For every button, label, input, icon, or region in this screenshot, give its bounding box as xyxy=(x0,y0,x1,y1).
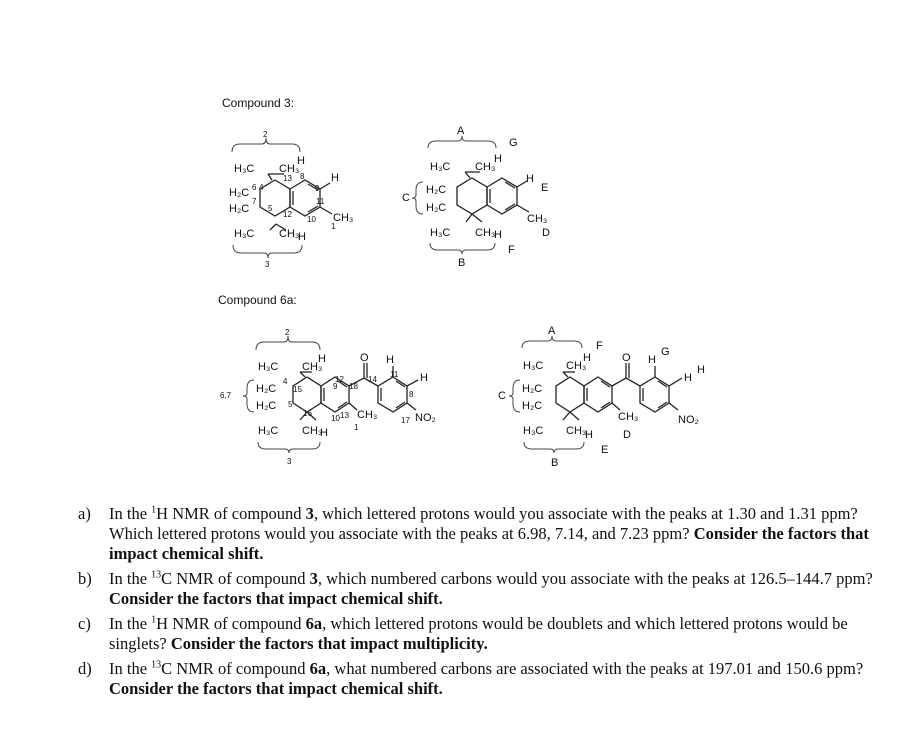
methylene-upper: H₂C xyxy=(229,187,250,199)
compound-6a-title: Compound 6a: xyxy=(218,293,297,307)
nitro-group: NO₂ xyxy=(415,412,436,424)
question-segment: Consider the factors that impact chemical shift. xyxy=(109,524,869,563)
question-segment: , which numbered carbons would you associate with the peaks at 126.5–144.7 ppm? xyxy=(317,569,873,588)
aryl-proton-h-right: H xyxy=(684,372,692,384)
question-segment: 13 xyxy=(151,569,162,581)
label-c8: 8 xyxy=(409,390,414,399)
proton-h-top: H xyxy=(318,353,326,365)
proton-h-top: H xyxy=(494,153,502,165)
question-segment: , what numbered carbons are associated with the peaks at 197.01 and 150.6 ppm? xyxy=(326,659,864,678)
compound-3-numbered-structure xyxy=(229,130,353,269)
proton-h-top: H xyxy=(297,155,305,167)
proton-label-e: E xyxy=(601,444,609,456)
label-c1: 1 xyxy=(331,222,336,231)
proton-label-d: D xyxy=(542,227,550,239)
aryl-proton-h-outer: H xyxy=(697,364,705,376)
aryl-proton-h-11: H xyxy=(386,354,394,366)
question-segment: 3 xyxy=(309,569,318,588)
methylene-lower: H₂C xyxy=(522,400,543,412)
question-segment: 13 xyxy=(151,659,162,671)
methylene-upper: H₂C xyxy=(256,383,277,395)
methyl-h3c-top: H₃C xyxy=(258,361,279,373)
question-segment: 3 xyxy=(305,504,314,523)
methyl-h3c-top: H₃C xyxy=(523,360,544,372)
methyl-ch3-top: CH₃ xyxy=(475,161,496,173)
label-c9: 9 xyxy=(333,382,338,391)
methyl-ch3-bottom: CH₃ xyxy=(302,425,323,437)
label-c4: 4 xyxy=(283,377,288,386)
proton-label-a: A xyxy=(457,125,465,137)
question-segment: Consider the factors that impact chemical shift. xyxy=(109,589,443,608)
question-label: a) xyxy=(78,504,91,523)
aryl-proton-h: H xyxy=(526,173,534,185)
proton-h-bottom: H xyxy=(298,231,306,243)
question-segment: 1 xyxy=(151,614,157,626)
label-c12: 12 xyxy=(283,210,292,219)
methyl-h3c-bottom: H₃C xyxy=(430,227,451,239)
question-text xyxy=(109,504,869,563)
label-c11: 11 xyxy=(390,370,399,379)
question-segment: C NMR of compound xyxy=(161,569,310,588)
question-segment: 6a xyxy=(305,614,323,633)
methylene-lower: H₂C xyxy=(229,203,250,215)
methylene-lower: H₂C xyxy=(256,400,277,412)
methyl-ch3-bottom: CH₃ xyxy=(279,228,300,240)
label-c5: 5 xyxy=(268,204,273,213)
methyl-ch3-bottom: CH₃ xyxy=(475,227,496,239)
question-text xyxy=(109,569,873,608)
proton-h-bottom: H xyxy=(320,427,328,439)
proton-label-f: F xyxy=(596,340,603,352)
aryl-proton-h-8: H xyxy=(420,372,428,384)
proton-label-g: G xyxy=(661,346,670,358)
question-d xyxy=(78,659,890,699)
question-segment: , which lettered protons would be doublets and which lettered protons would be singlets? xyxy=(109,614,848,653)
ketone-oxygen: O xyxy=(622,352,631,364)
label-c13: 13 xyxy=(283,174,292,183)
label-c15: 15 xyxy=(293,385,302,394)
aryl-methyl: CH₃ xyxy=(527,213,548,225)
label-c5: 5 xyxy=(288,400,293,409)
question-label: b) xyxy=(78,569,92,588)
compound-6a-numbered-structure xyxy=(220,328,436,466)
question-list xyxy=(78,504,890,704)
proton-label-a: A xyxy=(548,325,556,337)
question-segment: In the xyxy=(109,659,152,678)
label-c6: 6 xyxy=(252,183,257,192)
question-text xyxy=(109,614,848,653)
proton-label-e: E xyxy=(541,182,549,194)
question-segment: H NMR of compound xyxy=(156,504,306,523)
question-segment: In the xyxy=(109,614,152,633)
ketone-oxygen: O xyxy=(360,352,369,364)
aryl-methyl: CH₃ xyxy=(618,411,639,423)
proton-label-c: C xyxy=(402,192,410,204)
label-c17: 17 xyxy=(401,416,410,425)
compound-3-title: Compound 3: xyxy=(222,96,295,110)
proton-label-f: F xyxy=(508,244,515,256)
proton-h-top: H xyxy=(583,352,591,364)
label-c11: 11 xyxy=(316,197,325,206)
compound-6a-lettered-structure xyxy=(498,325,705,469)
methylene-lower: H₂C xyxy=(426,202,447,214)
label-group-2: 2 xyxy=(285,328,290,337)
question-segment: C NMR of compound xyxy=(161,659,310,678)
aryl-proton-h: H xyxy=(331,172,339,184)
proton-label-d: D xyxy=(623,429,631,441)
question-a xyxy=(78,504,890,564)
label-group-6-7: 6,7 xyxy=(220,391,232,400)
aryl-proton-h-g: H xyxy=(648,354,656,366)
methyl-ch3-top: CH₃ xyxy=(566,360,587,372)
label-c8: 8 xyxy=(300,172,305,181)
methyl-ch3-bottom: CH₃ xyxy=(566,425,587,437)
question-segment: In the xyxy=(109,569,152,588)
proton-label-b: B xyxy=(458,257,466,269)
methyl-h3c-bottom: H₃C xyxy=(234,228,255,240)
proton-h-bottom: H xyxy=(585,429,593,441)
methyl-h3c-top: H₃C xyxy=(234,163,255,175)
question-segment: Consider the factors that impact multiplicity. xyxy=(170,634,488,653)
label-c14: 14 xyxy=(368,375,377,384)
question-label: d) xyxy=(78,659,92,678)
methyl-ch3-top: CH₃ xyxy=(302,361,323,373)
label-c1: 1 xyxy=(354,423,359,432)
methyl-h3c-top: H₃C xyxy=(430,161,451,173)
label-c9: 9 xyxy=(315,184,320,193)
question-segment: Consider the factors that impact chemical shift. xyxy=(109,679,443,698)
compound-3-lettered-structure xyxy=(402,125,550,269)
methyl-h3c-bottom: H₃C xyxy=(258,425,279,437)
nitro-group: NO₂ xyxy=(678,414,699,426)
label-c12: 12 xyxy=(335,375,344,384)
label-c4: 4 xyxy=(259,183,264,192)
question-b xyxy=(78,569,890,609)
methyl-h3c-bottom: H₃C xyxy=(523,425,544,437)
question-text xyxy=(109,659,863,698)
label-c7: 7 xyxy=(252,197,257,206)
label-c10: 10 xyxy=(331,414,340,423)
aryl-methyl: CH₃ xyxy=(333,212,354,224)
proton-label-c: C xyxy=(498,390,506,402)
methyl-ch3-top: CH₃ xyxy=(279,163,300,175)
question-c xyxy=(78,614,890,654)
question-segment: , which lettered protons would you associate with the peaks at 1.30 and 1.31 ppm? Which lettered protons would you associate with the peaks at 6.98, 7.14, and 7.23 ppm? xyxy=(109,504,858,543)
question-segment: 6a xyxy=(309,659,327,678)
question-label: c) xyxy=(78,614,91,633)
aryl-methyl: CH₃ xyxy=(357,409,378,421)
question-segment: In the xyxy=(109,504,152,523)
question-segment: 1 xyxy=(151,504,157,516)
label-group-2: 2 xyxy=(263,130,268,139)
label-group-3: 3 xyxy=(287,457,292,466)
label-group-3: 3 xyxy=(265,260,270,269)
label-c18: 18 xyxy=(349,382,358,391)
methylene-upper: H₂C xyxy=(522,383,543,395)
label-c13: 13 xyxy=(340,411,349,420)
proton-label-b: B xyxy=(551,457,559,469)
label-c16: 16 xyxy=(303,409,312,418)
methylene-upper: H₂C xyxy=(426,184,447,196)
proton-h-bottom: H xyxy=(494,229,502,241)
proton-label-g: G xyxy=(509,137,518,149)
question-segment: H NMR of compound xyxy=(156,614,306,633)
label-c10: 10 xyxy=(307,215,316,224)
